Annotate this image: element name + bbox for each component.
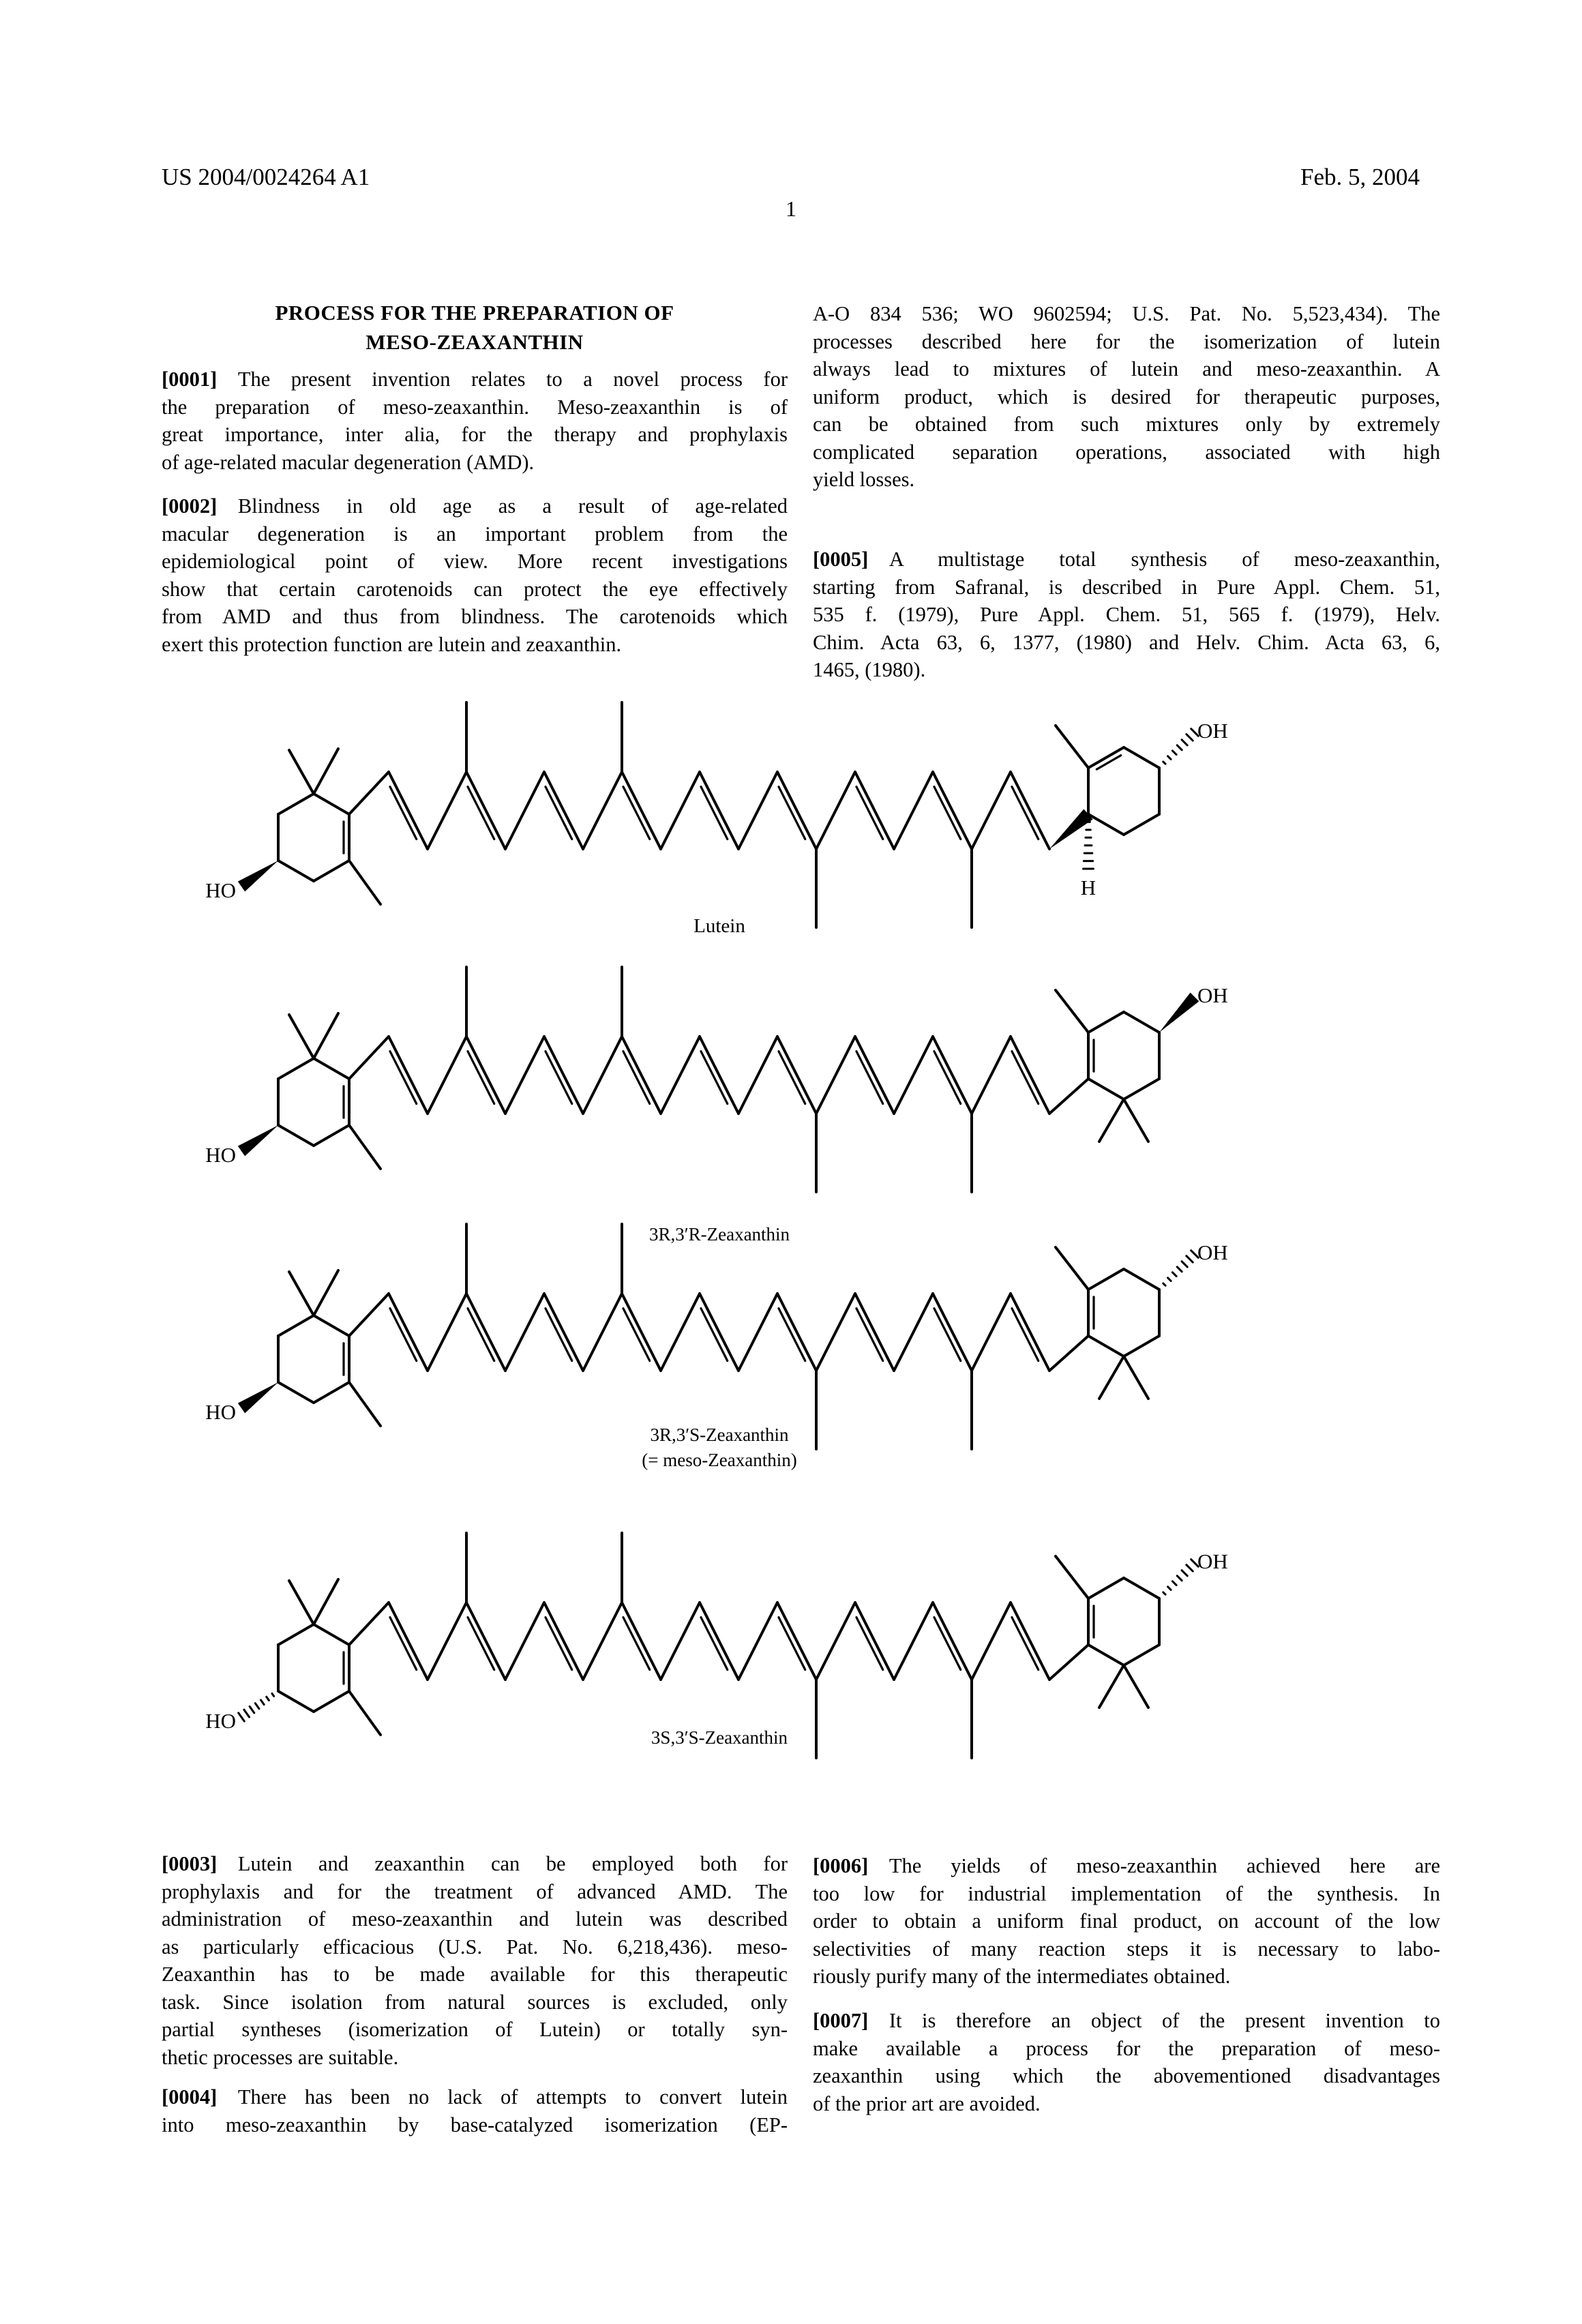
bond: [856, 1309, 883, 1361]
bond: [1049, 1079, 1088, 1114]
bond: [1124, 1578, 1159, 1598]
bond: [1011, 772, 1049, 849]
bond: [934, 1618, 961, 1670]
bond: [894, 1037, 933, 1114]
text-line: [0001] The present invention relates to a novel process for: [162, 368, 788, 391]
bond: [289, 1272, 314, 1315]
bond: [1172, 1272, 1176, 1277]
text-line: A-O 834 536; WO 9602594; U.S. Pat. No. 5,523,434). The: [813, 302, 1440, 325]
bond: [1011, 1294, 1049, 1371]
lutein-caption: Lutein: [693, 915, 745, 937]
bond: [1186, 1565, 1193, 1571]
bond: [428, 1037, 466, 1114]
bond: [544, 1603, 583, 1680]
text-line: into meso-zeaxanthin by base-catalyzed isomerization (EP-: [162, 2113, 788, 2136]
bond: [1056, 990, 1088, 1032]
bond: [1056, 1247, 1088, 1290]
bond: [314, 749, 338, 794]
bond: [255, 1703, 259, 1709]
text-line: [0006] The yields of meso-zeaxanthin achieved here are: [813, 1854, 1440, 1877]
text-line: yield losses.: [813, 468, 915, 491]
lutein-structure-figure: [198, 670, 1262, 942]
text-line: the preparation of meso-zeaxanthin. Meso-zeaxanthin is of: [162, 395, 788, 419]
bond: [1088, 1336, 1124, 1356]
bond: [777, 1294, 816, 1371]
bond: [894, 1603, 933, 1680]
bond: [1088, 1578, 1124, 1598]
paragraph-0003: [162, 1850, 788, 2071]
bond: [1012, 787, 1039, 839]
bond: [390, 1618, 417, 1670]
bond: [267, 1697, 269, 1700]
bond: [1168, 1278, 1171, 1281]
bond: [779, 787, 805, 839]
paragraph-0002: [162, 492, 788, 658]
bond: [546, 787, 572, 839]
bond: [314, 1579, 338, 1624]
bond: [816, 1603, 855, 1680]
paragraph-0004-continuation: [813, 300, 1440, 494]
bond: [314, 1013, 338, 1058]
bond: [1088, 1079, 1124, 1099]
bond: [278, 1624, 314, 1645]
bond: [583, 1603, 622, 1680]
bond: [933, 1294, 972, 1371]
bond: [933, 1037, 972, 1114]
bond: [583, 772, 622, 849]
bond: [389, 772, 428, 849]
bond: [1124, 1356, 1148, 1399]
bond: [1124, 1269, 1159, 1290]
bond: [314, 861, 349, 881]
bond: [700, 1294, 738, 1371]
bond: [1124, 814, 1159, 835]
meso-caption-line-2: (= meso-Zeaxanthin): [642, 1450, 797, 1470]
bond: [816, 1037, 855, 1114]
bond: [1182, 1570, 1187, 1576]
bond: [700, 1603, 738, 1680]
title-line-1: PROCESS FOR THE PREPARATION OF: [275, 301, 674, 325]
page-number: 1: [786, 196, 796, 221]
bond: [349, 772, 389, 814]
text-line: as particularly efficacious (U.S. Pat. No. 6,218,436). meso-: [162, 1935, 788, 1958]
bond: [278, 861, 314, 881]
wedge-bond: [238, 1382, 278, 1413]
text-line: selectivities of many reaction steps it is necessary to labo-: [813, 1937, 1440, 1961]
bond: [468, 787, 494, 839]
bond: [1163, 1283, 1165, 1285]
bond: [468, 1052, 494, 1104]
bond: [1182, 740, 1187, 745]
text-line: make available a process for the preparation of meso-: [813, 2036, 1440, 2060]
bond: [278, 1058, 314, 1079]
bond: [1163, 762, 1165, 764]
bond: [390, 787, 417, 839]
bond: [289, 1015, 314, 1058]
bond: [314, 1315, 349, 1336]
bond: [428, 1294, 466, 1371]
bond: [239, 1713, 245, 1721]
invention-title: [162, 298, 788, 357]
bond: [1088, 1645, 1124, 1665]
bond: [546, 1309, 572, 1361]
bond: [1124, 1665, 1148, 1708]
bond: [289, 1581, 314, 1624]
text-line: processes described here for the isomerization of lutein: [813, 329, 1440, 353]
bond: [1124, 1012, 1159, 1032]
text-line: order to obtain a uniform final product, on account of the low: [813, 1909, 1440, 1933]
bond: [661, 772, 700, 849]
bond: [1099, 1665, 1124, 1708]
text-line: [0005] A multistage total synthesis of meso-zeaxanthin,: [813, 548, 1440, 571]
bond: [1124, 1336, 1159, 1356]
bond: [738, 772, 777, 849]
bond: [278, 1382, 314, 1403]
bond: [314, 1270, 338, 1315]
bond: [505, 772, 544, 849]
text-line: prophylaxis and for the treatment of advanced AMD. The: [162, 1879, 788, 1903]
bond: [855, 1603, 894, 1680]
text-line: of age-related macular degeneration (AMD).: [162, 450, 535, 474]
bond: [701, 1052, 728, 1104]
bond: [1177, 745, 1182, 750]
bond: [1168, 756, 1171, 760]
bond: [934, 1052, 961, 1104]
text-line: too low for industrial implementation of the synthesis. In: [813, 1881, 1440, 1905]
text-line: 1465, (1980).: [813, 658, 926, 681]
text-line: riously purify many of the intermediates obtained.: [813, 1965, 1231, 1988]
bond: [1056, 1556, 1088, 1598]
bond: [894, 1294, 933, 1371]
paragraph-0006: [813, 1852, 1440, 1991]
bond: [466, 1294, 505, 1371]
bond: [1088, 814, 1124, 835]
text-line: can be obtained from such mixtures only by extremely: [813, 413, 1440, 436]
bond: [779, 1309, 805, 1361]
title-line-2: MESO-ZEAXANTHIN: [365, 330, 584, 354]
bond: [1168, 1587, 1171, 1590]
text-line: show that certain carotenoids can protect the eye effectively: [162, 577, 788, 601]
bond: [700, 1037, 738, 1114]
rr-zeaxanthin-structure-drawing: [198, 934, 1262, 1207]
text-line: great importance, inter alia, for the therapy and prophylaxis: [162, 423, 788, 446]
paragraph-0005: [813, 546, 1440, 684]
bond: [622, 1037, 661, 1114]
bond: [272, 1694, 274, 1697]
text-line: from AMD and thus from blindness. The carotenoids which: [162, 605, 788, 628]
bond: [661, 1603, 700, 1680]
paragraph-0007: [813, 2007, 1440, 2117]
text-line: Chim. Acta 63, 6, 1377, (1980) and Helv. Chim. Acta 63, 6,: [813, 630, 1440, 654]
text-line: administration of meso-zeaxanthin and lutein was described: [162, 1907, 788, 1931]
bond: [816, 772, 855, 849]
bond: [1011, 1037, 1049, 1114]
bond: [505, 1603, 544, 1680]
bond: [623, 1309, 650, 1361]
bond: [314, 1125, 349, 1146]
bond: [544, 772, 583, 849]
text-line: complicated separation operations, associated with high: [813, 440, 1440, 464]
bond: [278, 1691, 314, 1712]
bond: [856, 1052, 883, 1104]
bond: [855, 1294, 894, 1371]
bond: [972, 1294, 1011, 1371]
bond: [661, 1294, 700, 1371]
bond: [1012, 1618, 1039, 1670]
bond: [1172, 751, 1176, 755]
bond: [289, 750, 314, 794]
bond: [349, 1037, 389, 1079]
wedge-bond: [238, 861, 278, 891]
bond: [468, 1309, 494, 1361]
bond: [466, 1037, 505, 1114]
bond: [349, 1382, 380, 1426]
bond: [389, 1294, 428, 1371]
atom-label: OH: [1197, 719, 1228, 743]
text-line: [0004] There has been no lack of attempts to convert lutein: [162, 2085, 788, 2109]
bond: [544, 1294, 583, 1371]
text-line: [0007] It is therefore an object of the present invention to: [813, 2009, 1440, 2032]
bond: [856, 787, 883, 839]
bond: [777, 1603, 816, 1680]
bond: [583, 1037, 622, 1114]
bond: [505, 1294, 544, 1371]
bond: [505, 1037, 544, 1114]
bond: [314, 1058, 349, 1079]
bond: [972, 1603, 1011, 1680]
bond: [1124, 1099, 1148, 1142]
bond: [623, 787, 650, 839]
bond: [1163, 1592, 1165, 1594]
bond: [544, 1037, 583, 1114]
bond: [738, 1603, 777, 1680]
bond: [278, 1315, 314, 1336]
bond: [855, 772, 894, 849]
meso-zeaxanthin-caption: [559, 1422, 880, 1473]
bond: [661, 1037, 700, 1114]
wedge-bond: [1159, 993, 1199, 1032]
lutein-structure-drawing: [198, 670, 1262, 942]
bond: [933, 772, 972, 849]
rr-zeaxanthin-structure-figure: [198, 934, 1262, 1207]
bond: [1056, 726, 1088, 768]
bond: [1011, 1603, 1049, 1680]
atom-label: HO: [205, 1143, 236, 1167]
bond: [701, 1618, 728, 1670]
bond: [623, 1618, 650, 1670]
bond: [777, 1037, 816, 1114]
bond: [816, 1294, 855, 1371]
bond: [428, 772, 466, 849]
atom-label: OH: [1197, 1240, 1228, 1264]
bond: [1124, 747, 1159, 768]
bond: [623, 1052, 650, 1104]
paragraph-0001: [162, 366, 788, 476]
bond: [622, 772, 661, 849]
rr-zeaxanthin-caption: 3R,3′R-Zeaxanthin: [648, 1224, 790, 1245]
bond: [349, 1603, 389, 1645]
bond: [779, 1618, 805, 1670]
bond: [466, 1603, 505, 1680]
bond: [314, 794, 349, 814]
bond: [856, 1618, 883, 1670]
bond: [1012, 1052, 1039, 1104]
text-line: epidemiological point of view. More recent investigations: [162, 550, 788, 573]
bond: [934, 1309, 961, 1361]
text-line: exert this protection function are lutein and zeaxanthin.: [162, 632, 622, 656]
bond: [278, 1125, 314, 1146]
bond: [972, 1037, 1011, 1114]
bond: [1186, 734, 1193, 741]
bond: [349, 1691, 380, 1735]
patent-number: US 2004/0024264 A1: [162, 164, 370, 190]
bond: [546, 1618, 572, 1670]
bond: [244, 1710, 250, 1717]
bond: [1088, 1012, 1124, 1032]
bond: [700, 772, 738, 849]
bond: [314, 1624, 349, 1645]
atom-label: H: [1080, 876, 1096, 899]
bond: [349, 1125, 380, 1169]
atom-label: HO: [205, 1709, 236, 1733]
bond: [738, 1294, 777, 1371]
text-line: zeaxanthin using which the abovementioned disadvantages: [813, 2064, 1440, 2087]
bond: [738, 1037, 777, 1114]
bond: [1186, 1256, 1193, 1262]
bond: [622, 1603, 661, 1680]
bond: [1172, 1581, 1176, 1585]
bond: [934, 787, 961, 839]
bond: [390, 1052, 417, 1104]
text-line: task. Since isolation from natural sources is excluded, only: [162, 1990, 788, 2014]
bond: [428, 1603, 466, 1680]
text-line: macular degeneration is an important problem from the: [162, 522, 788, 546]
bond: [1124, 1079, 1159, 1099]
bond: [622, 1294, 661, 1371]
text-line: starting from Safranal, is described in Pure Appl. Chem. 51,: [813, 575, 1440, 599]
bond: [349, 1294, 389, 1336]
bond: [349, 861, 380, 904]
bond: [1088, 1269, 1124, 1290]
bond: [314, 1691, 349, 1712]
bond: [466, 772, 505, 849]
text-line: [0002] Blindness in old age as a result of age-related: [162, 494, 788, 518]
text-line: partial syntheses (isomerization of Lutein) or totally syn-: [162, 2018, 788, 2041]
bond: [389, 1037, 428, 1114]
text-line: of the prior art are avoided.: [813, 2091, 1041, 2115]
bond: [1099, 1099, 1124, 1142]
atom-label: HO: [205, 878, 236, 902]
bond: [1177, 1267, 1182, 1272]
bond: [1012, 1309, 1039, 1361]
text-line: 535 f. (1979), Pure Appl. Chem. 51, 565 f. (1979), Helv.: [813, 603, 1440, 626]
bond: [701, 1309, 728, 1361]
ss-zeaxanthin-caption: 3S,3′S-Zeaxanthin: [651, 1727, 788, 1748]
bond: [468, 1618, 494, 1670]
bond: [1182, 1262, 1187, 1267]
bond: [779, 1052, 805, 1104]
bond: [1099, 1356, 1124, 1399]
paragraph-0004: [162, 2083, 788, 2139]
bond: [1049, 1336, 1088, 1371]
bond: [894, 772, 933, 849]
atom-label: OH: [1197, 1549, 1228, 1573]
bond: [250, 1706, 254, 1712]
bond: [701, 787, 728, 839]
bond: [1124, 1645, 1159, 1665]
text-line: [0003] Lutein and zeaxanthin can be employed both for: [162, 1852, 788, 1875]
bond: [1049, 1645, 1088, 1680]
bond: [261, 1700, 265, 1705]
bond: [278, 794, 314, 814]
wedge-bond: [238, 1125, 278, 1156]
bond: [972, 772, 1011, 849]
publication-date: Feb. 5, 2004: [1300, 164, 1420, 190]
text-line: always lead to mixtures of lutein and meso-zeaxanthin. A: [813, 357, 1440, 381]
bond: [933, 1603, 972, 1680]
atom-label: OH: [1197, 983, 1228, 1007]
bond: [389, 1603, 428, 1680]
bond: [390, 1309, 417, 1361]
bond: [1177, 1576, 1182, 1581]
atom-label: HO: [205, 1400, 236, 1424]
bond: [583, 1294, 622, 1371]
bond: [777, 772, 816, 849]
bond: [314, 1382, 349, 1403]
text-line: Zeaxanthin has to be made available for this therapeutic: [162, 1963, 788, 1986]
meso-caption-line-1: 3R,3′S-Zeaxanthin: [650, 1425, 789, 1445]
text-line: thetic processes are suitable.: [162, 2045, 399, 2069]
bond: [855, 1037, 894, 1114]
bond: [546, 1052, 572, 1104]
text-line: uniform product, which is desired for therapeutic purposes,: [813, 385, 1440, 408]
